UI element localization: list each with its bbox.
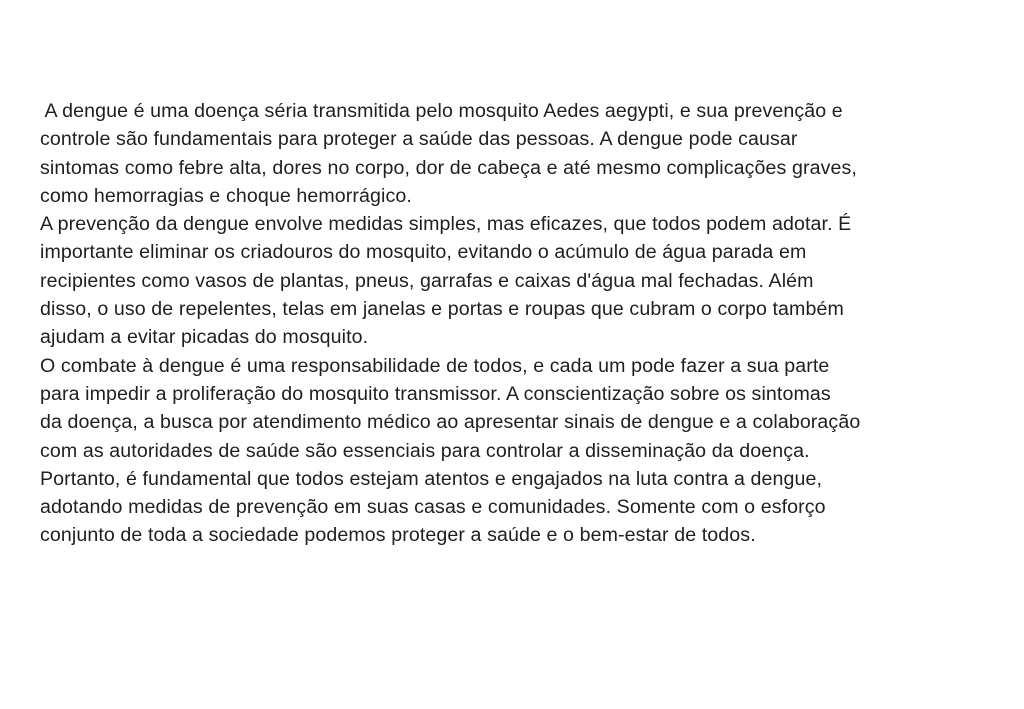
text-line: importante eliminar os criadouros do mosquito, evitando o acúmulo de água parada em: [40, 241, 807, 264]
paragraph-prevencao: [40, 210, 994, 351]
text-line: com as autoridades de saúde são essenciais para controlar a disseminação da doença.: [40, 439, 810, 462]
paragraph-conclusao: [40, 465, 994, 550]
text-line: controle são fundamentais para proteger a saúde das pessoas. A dengue pode causar: [40, 128, 798, 151]
text-line: A prevenção da dengue envolve medidas simples, mas eficazes, que todos podem adotar. É: [40, 213, 852, 236]
text-line: sintomas como febre alta, dores no corpo, dor de cabeça e até mesmo complicações graves,: [40, 156, 857, 179]
text-line: adotando medidas de prevenção em suas casas e comunidades. Somente com o esforço: [40, 496, 826, 519]
text-line: O combate à dengue é uma responsabilidade de todos, e cada um pode fazer a sua parte: [40, 354, 830, 377]
document-text-block: [40, 97, 994, 550]
text-line: para impedir a proliferação do mosquito transmissor. A conscientização sobre os sintomas: [40, 382, 831, 405]
text-line: A dengue é uma doença séria transmitida pelo mosquito Aedes aegypti, e sua prevenção e: [40, 100, 843, 122]
text-line: disso, o uso de repelentes, telas em janelas e portas e roupas que cubram o corpo também: [40, 298, 844, 321]
text-line: recipientes como vasos de plantas, pneus, garrafas e caixas d'água mal fechadas. Além: [40, 269, 814, 292]
text-line: da doença, a busca por atendimento médico ao apresentar sinais de dengue e a colaboração: [40, 411, 861, 434]
text-line: ajudam a evitar picadas do mosquito.: [40, 326, 369, 349]
text-line: Portanto, é fundamental que todos estejam atentos e engajados na luta contra a dengue,: [40, 467, 823, 490]
text-line: conjunto de toda a sociedade podemos proteger a saúde e o bem-estar de todos.: [40, 524, 756, 547]
text-line: como hemorragias e choque hemorrágico.: [40, 184, 412, 207]
paragraph-combate: [40, 352, 994, 465]
paragraph-intro: [40, 97, 994, 210]
